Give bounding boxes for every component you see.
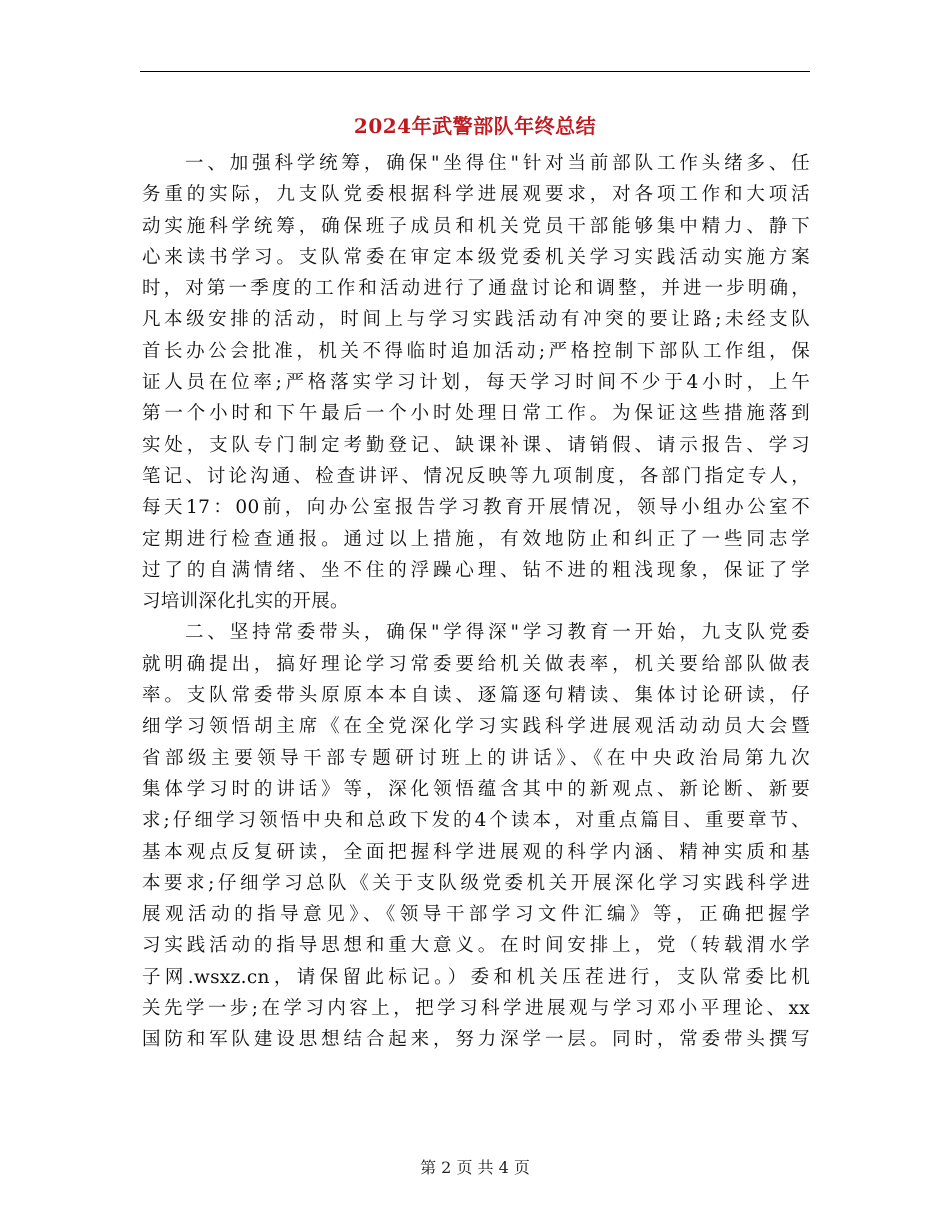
text-line: 首长办公会批准，机关不得临时追加活动;严格控制下部队工作组，保 — [142, 340, 810, 362]
text-line: 省部级主要领导干部专题研讨班上的讲话》、《在中央政治局第九次 — [142, 747, 810, 769]
text-line: 子网.wsxz.cn，请保留此标记。）委和机关压茬进行，支队常委比机 — [142, 966, 810, 988]
text-line: 定期进行检查通报。通过以上措施，有效地防止和纠正了一些同志学 — [142, 528, 810, 550]
page-number: 第 2 页 共 4 页 — [420, 1158, 530, 1177]
text-line: 时，对第一季度的工作和活动进行了通盘讨论和调整，并进一步明确， — [142, 278, 810, 300]
paragraph-2 — [142, 617, 810, 1055]
text-line: 二、坚持常委带头，确保"学得深"学习教育一开始，九支队党委 — [185, 622, 810, 644]
text-line: 国防和军队建设思想结合起来，努力深学一层。同时，常委带头撰写 — [142, 1029, 810, 1051]
text-line: 每天17：00前，向办公室报告学习教育开展情况，领导小组办公室不 — [142, 497, 810, 519]
text-line: 实处，支队专门制定考勤登记、缺课补课、请销假、请示报告、学习 — [142, 434, 810, 456]
text-line: 习实践活动的指导思想和重大意义。在时间安排上，党（转载渭水学 — [142, 935, 810, 957]
text-line: 关先学一步;在学习内容上，把学习科学进展观与学习邓小平理论、xx — [142, 998, 810, 1020]
text-line: 就明确提出，搞好理论学习常委要给机关做表率，机关要给部队做表 — [142, 653, 810, 675]
document-title: 2024年武警部队年终总结 — [353, 114, 597, 138]
text-line: 证人员在位率;严格落实学习计划，每天学习时间不少于4小时，上午 — [142, 372, 810, 394]
text-line: 求;仔细学习领悟中央和总政下发的4个读本，对重点篇目、重要章节、 — [142, 810, 810, 832]
text-line: 心来读书学习。支队常委在审定本级党委机关学习实践活动实施方案 — [142, 246, 810, 268]
text-line: 笔记、讨论沟通、检查讲评、情况反映等九项制度，各部门指定专人， — [142, 465, 810, 487]
text-line: 一、加强科学统筹，确保"坐得住"针对当前部队工作头绪多、任 — [185, 153, 810, 174]
text-line: 率。支队常委带头原原本本自读、逐篇逐句精读、集体讨论研读，仔 — [142, 685, 810, 707]
document-body — [142, 148, 810, 1056]
header-rule — [140, 71, 810, 72]
text-line: 凡本级安排的活动，时间上与学习实践活动有冲突的要让路;未经支队 — [142, 309, 810, 331]
text-line: 动实施科学统筹，确保班子成员和机关党员干部能够集中精力、静下 — [142, 215, 810, 237]
text-line: 展观活动的指导意见》、《领导干部学习文件汇编》等，正确把握学 — [142, 904, 810, 926]
text-line: 基本观点反复研读，全面把握科学进展观的科学内涵、精神实质和基 — [142, 841, 810, 863]
text-line: 第一个小时和下午最后一个小时处理日常工作。为保证这些措施落到 — [142, 403, 810, 425]
text-line: 集体学习时的讲话》等，深化领悟蕴含其中的新观点、新论断、新要 — [142, 778, 810, 800]
text-line: 细学习领悟胡主席《在全党深化学习实践科学进展观活动动员大会暨 — [142, 716, 810, 738]
text-line: 本要求;仔细学习总队《关于支队级党委机关开展深化学习实践科学进 — [142, 872, 810, 894]
paragraph-1 — [142, 148, 810, 617]
text-line: 过了的自满情绪、坐不住的浮躁心理、钻不进的粗浅现象，保证了学 — [142, 559, 810, 581]
text-line: 习培训深化扎实的开展。 — [142, 591, 349, 613]
text-line: 务重的实际，九支队党委根据科学进展观要求，对各项工作和大项活 — [142, 184, 810, 206]
